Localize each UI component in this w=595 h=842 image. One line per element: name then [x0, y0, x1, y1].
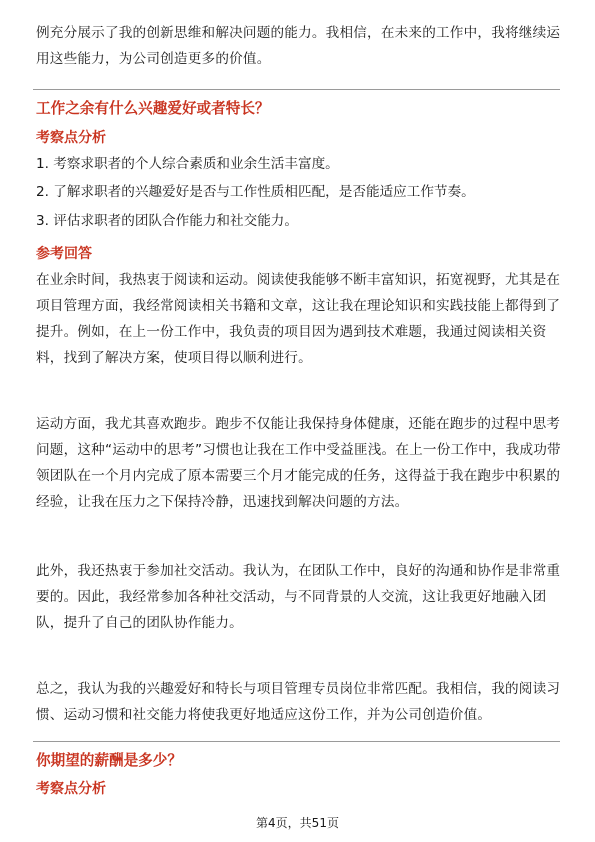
- analysis-heading: 考察点分析: [36, 781, 106, 797]
- analysis-item: 3. 评估求职者的团队合作能力和社交能力。: [36, 213, 298, 229]
- answer-paragraph: 总之，我认为我的兴趣爱好和特长与项目管理专员岗位非常匹配。我相信，我的阅读习惯、运动习惯和社交能力将使我更好地适应这份工作，并为公司创造价值。: [36, 681, 561, 723]
- answer-paragraph: 在业余时间，我热衷于阅读和运动。阅读使我能够不断丰富知识，拓宽视野，尤其是在项目管理方面，我经常阅读相关书籍和文章，这让我在理论知识和实践技能上都得到了提升。例如，在上一份工作中，我负责的项目因为遇到技术难题，我通过阅读相关资料，找到了解决方案，使项目得以顺利进行。: [36, 272, 561, 366]
- answer-heading: 参考回答: [36, 246, 92, 262]
- answer-paragraph: 运动方面，我尤其喜欢跑步。跑步不仅能让我保持身体健康，还能在跑步的过程中思考问题，这种“运动中的思考”习惯也让我在工作中受益匪浅。在上一份工作中，我成功带领团队在一个月内完成了原本需要三个月才能完成的任务，这得益于我在跑步中积累的经验，让我在压力之下保持冷静，迅速找到解决问题的方法。: [36, 416, 561, 510]
- question-heading: 你期望的薪酬是多少？: [36, 752, 182, 769]
- question-heading: 工作之余有什么兴趣爱好或者特长？: [36, 100, 270, 117]
- section-divider: [33, 89, 560, 90]
- analysis-heading: 考察点分析: [36, 130, 106, 146]
- answer-paragraph: 此外，我还热衷于参加社交活动。我认为，在团队工作中，良好的沟通和协作是非常重要的。因此，我经常参加各种社交活动，与不同背景的人交流，这让我更好地融入团队，提升了自己的团队协作能力。: [36, 563, 561, 631]
- analysis-item: 2. 了解求职者的兴趣爱好是否与工作性质相匹配，是否能适应工作节奏。: [36, 184, 475, 200]
- analysis-item: 1. 考察求职者的个人综合素质和业余生活丰富度。: [36, 156, 339, 172]
- intro-paragraph: 例充分展示了我的创新思维和解决问题的能力。我相信，在未来的工作中，我将继续运用这些能力，为公司创造更多的价值。: [36, 25, 561, 67]
- section-divider: [33, 741, 560, 742]
- page-number: 第4页，共51页: [256, 816, 339, 830]
